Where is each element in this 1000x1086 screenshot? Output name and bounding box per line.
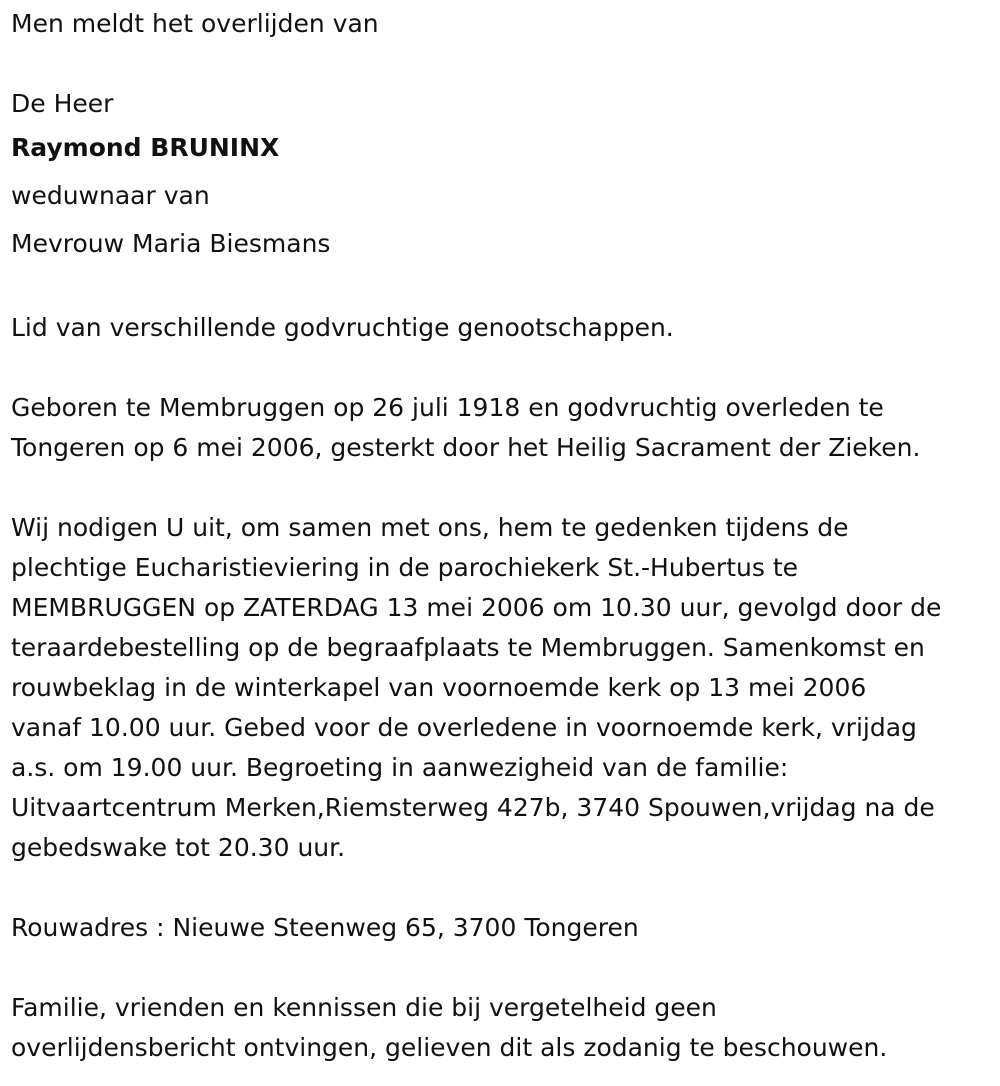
paragraph-line: overlijdensbericht ontvingen, gelieven dit als zodanig te beschouwen. [11, 1033, 888, 1062]
paragraph-line: plechtige Eucharistieviering in de parochiekerk St.-Hubertus te [11, 553, 799, 582]
paragraph-gap [11, 268, 996, 308]
ceremony-paragraph [11, 508, 996, 868]
paragraph-line: vanaf 10.00 uur. Gebed voor de overledene in voornoemde kerk, vrijdag [11, 713, 917, 742]
relation-text: weduwnaar van [11, 181, 210, 210]
membership-text: Lid van verschillende godvruchtige genootschappen. [11, 313, 674, 342]
paragraph-line: Familie, vrienden en kennissen die bij vergetelheid geen [11, 993, 717, 1022]
mourning-address: Rouwadres : Nieuwe Steenweg 65, 3700 Tongeren [11, 913, 639, 942]
paragraph-gap [11, 948, 996, 988]
paragraph-line: Geboren te Membruggen op 26 juli 1918 en godvruchtig overleden te [11, 393, 884, 422]
paragraph-gap [11, 348, 996, 388]
deceased-name: Raymond BRUNINX [11, 133, 280, 162]
closing-paragraph [11, 988, 996, 1068]
paragraph-line: rouwbeklag in de winterkapel van voornoemde kerk op 13 mei 2006 [11, 673, 867, 702]
paragraph-line: Uitvaartcentrum Merken,Riemsterweg 427b, 3740 Spouwen,vrijdag na de [11, 793, 935, 822]
paragraph-gap [11, 468, 996, 508]
paragraph-line: Wij nodigen U uit, om samen met ons, hem te gedenken tijdens de [11, 513, 849, 542]
paragraph-line: MEMBRUGGEN op ZATERDAG 13 mei 2006 om 10.30 uur, gevolgd door de [11, 593, 942, 622]
paragraph-line: a.s. om 19.00 uur. Begroeting in aanwezigheid van de familie: [11, 753, 789, 782]
honorific: De Heer [11, 89, 114, 118]
paragraph-line: gebedswake tot 20.30 uur. [11, 833, 346, 862]
birth-death-paragraph [11, 388, 996, 468]
paragraph-gap [11, 868, 996, 908]
spouse-name: Mevrouw Maria Biesmans [11, 229, 331, 258]
paragraph-line: Tongeren op 6 mei 2006, gesterkt door het Heilig Sacrament der Zieken. [11, 433, 921, 462]
intro-text: Men meldt het overlijden van [11, 9, 379, 38]
obituary-notice [11, 4, 996, 1068]
paragraph-line: teraardebestelling op de begraafplaats te Membruggen. Samenkomst en [11, 633, 925, 662]
